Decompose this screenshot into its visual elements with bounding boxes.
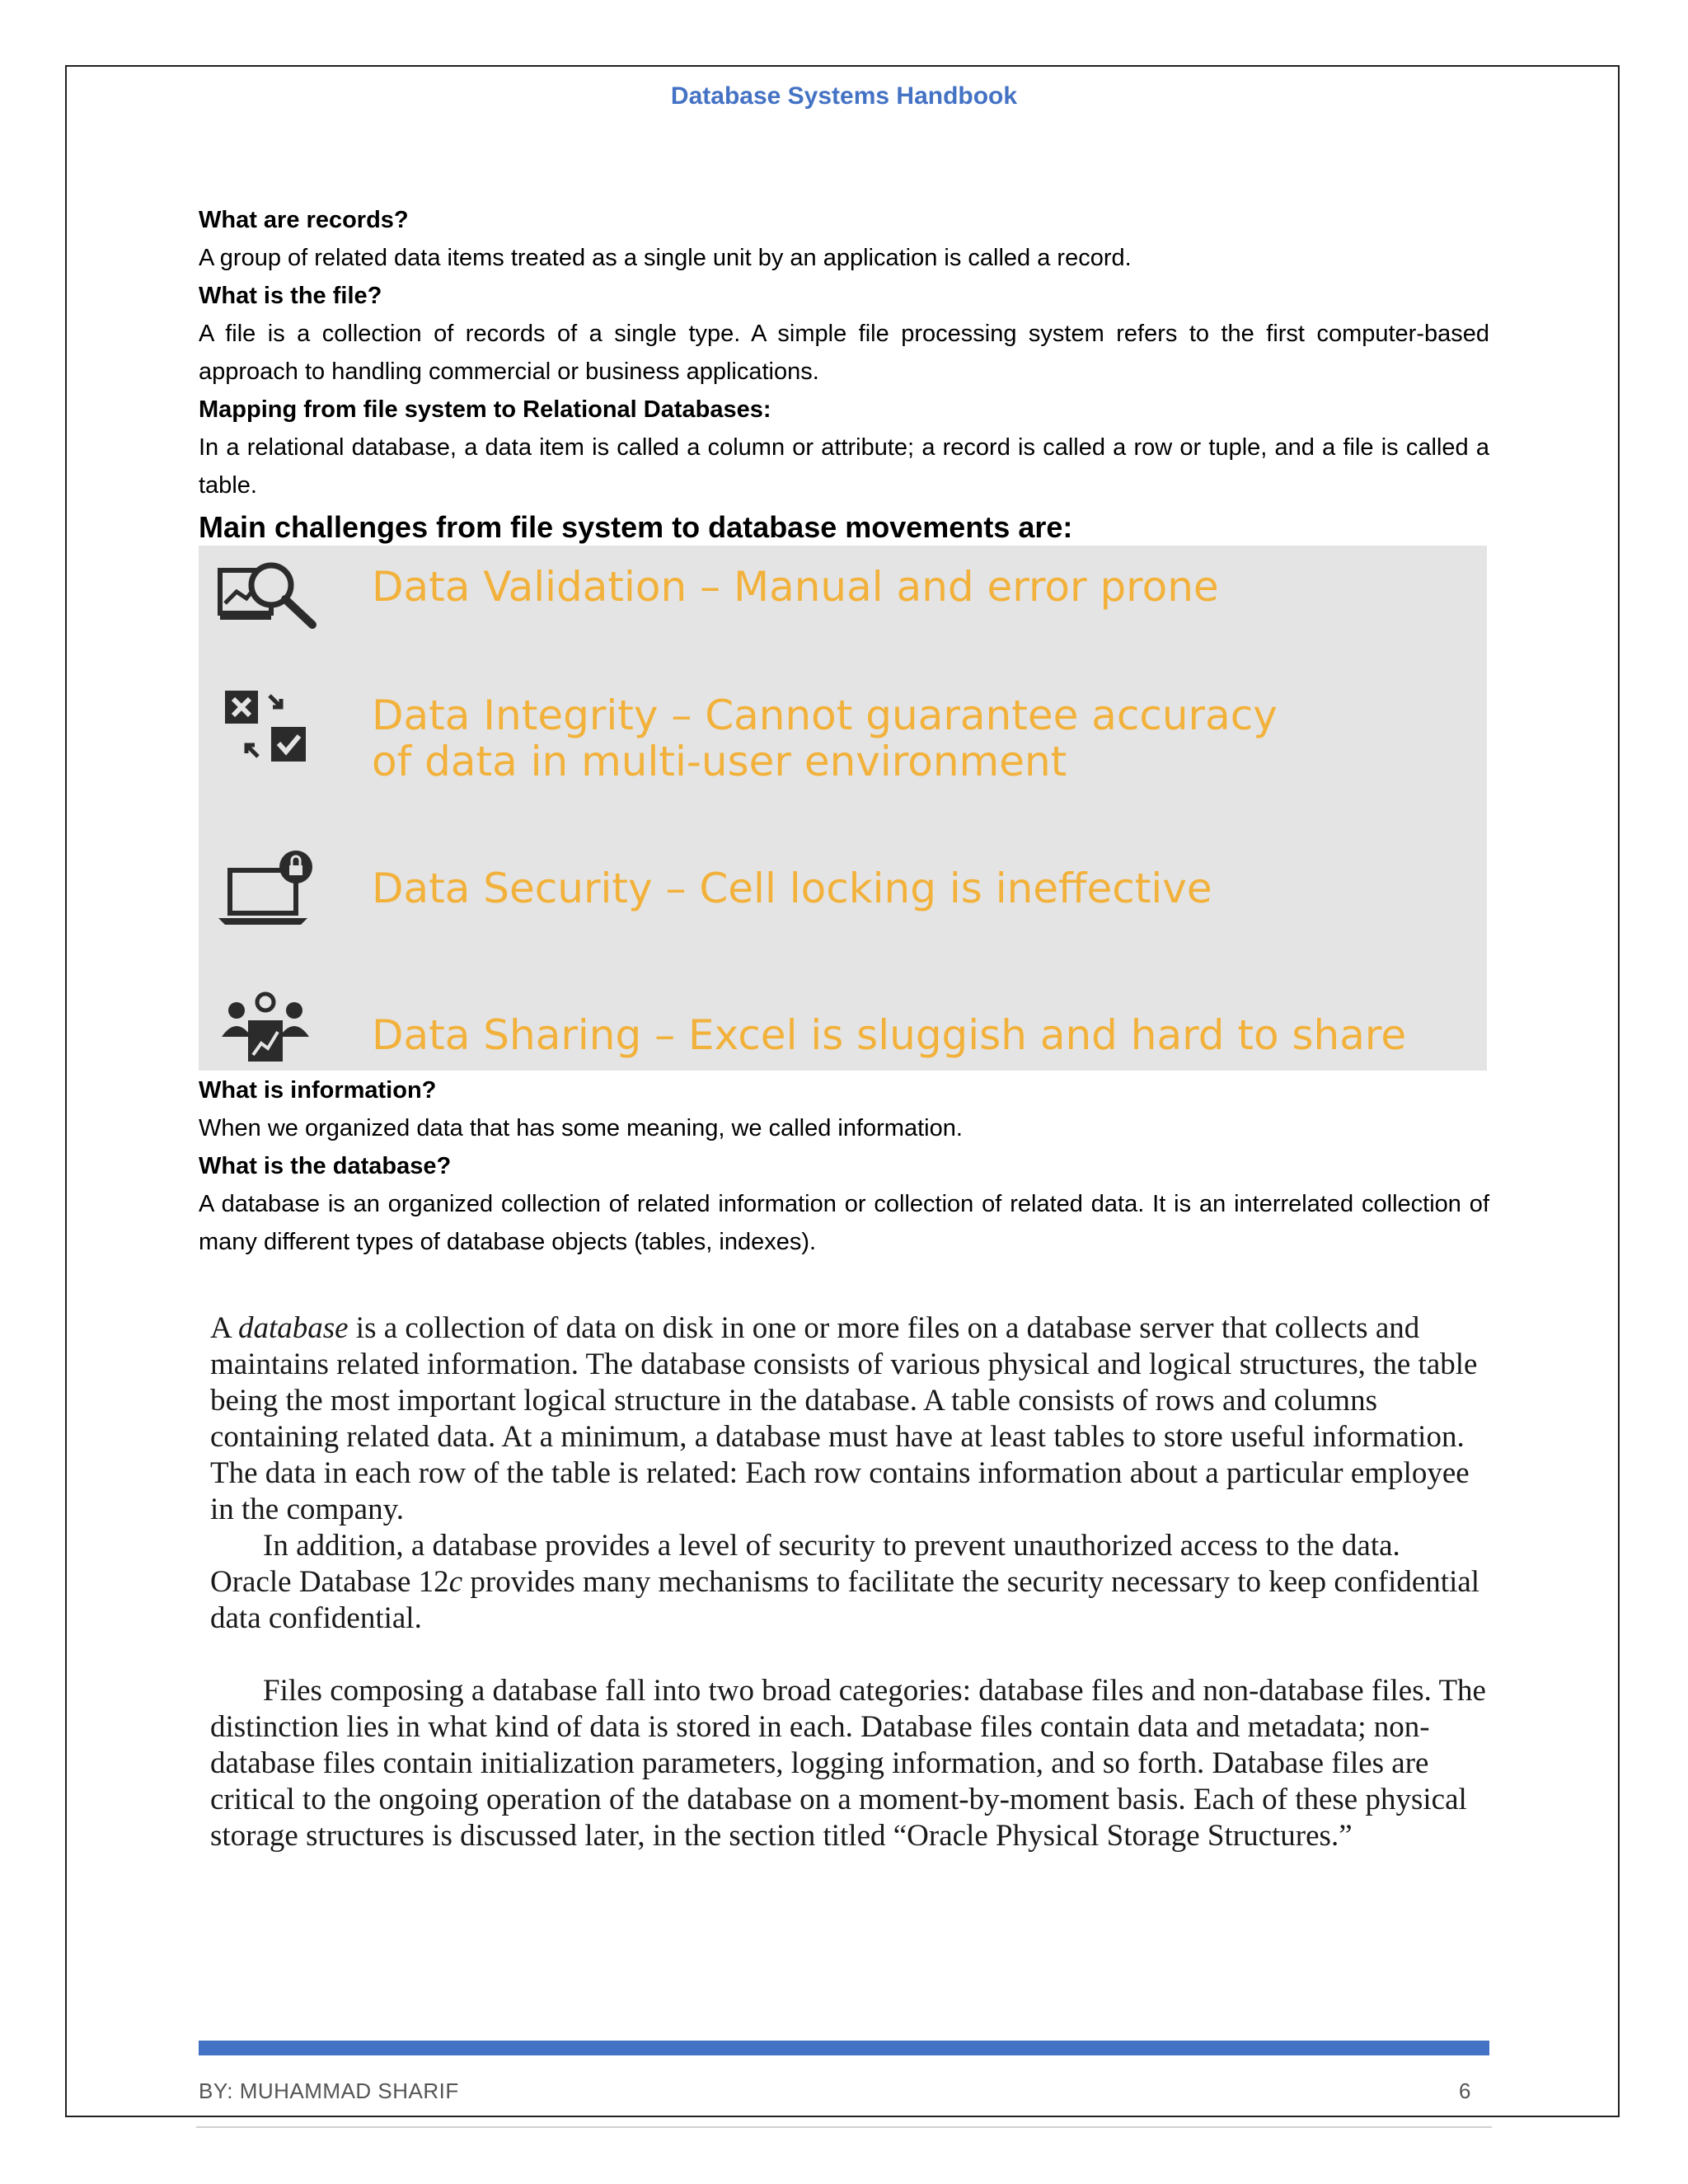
database-answer: A database is an organized collection of related information or collection of related data. It is an interrelated collection of many different types of database objects (tables, indexes). [199,1191,1489,1255]
mapping-question: Mapping from file system to Relational Databases: [199,396,771,423]
book-p3-part-a: In addition, a database provides a level of security to prevent unauthorized access to the data. Oracle Database 12 [210,1529,1400,1599]
page-header-title: Database Systems Handbook [670,82,1018,110]
challenge-row-integrity [199,677,1487,785]
records-question: What are records? [199,207,409,233]
challenge-security-text: Data Security – Cell locking is ineffective [372,865,1212,912]
challenge-row-sharing [199,991,1487,1073]
laptop-lock-icon [212,842,319,933]
information-answer: When we organized data that has some meaning, we called information. [199,1115,963,1141]
records-answer: A group of related data items treated as a single unit by an application is called a record. [199,245,1132,271]
challenge-integrity-text-line2: of data in multi-user environment [372,738,1067,785]
info-section [199,1071,1489,1261]
book-excerpt [210,1310,1488,1854]
book-p3-emphasis: c [448,1565,463,1599]
challenge-row-security [199,842,1487,933]
information-question: What is information? [199,1077,437,1104]
file-answer: A file is a collection of records of a single type. A simple file processing system refers to the first computer-based approach to handling commercial or business applications. [199,321,1489,385]
challenge-validation-text: Data Validation – Manual and error prone [372,563,1219,611]
database-question: What is the database? [199,1153,452,1179]
challenges-figure [199,546,1487,1071]
challenge-integrity-text-line1: Data Integrity – Cannot guarantee accuracy [372,691,1278,739]
magnifier-chart-icon [212,552,319,643]
file-question: What is the file? [199,283,382,309]
people-sharing-icon [212,986,319,1076]
book-p1-rest: is a collection of data on disk in one or more files on a database server that collects and maintains related information. The database consists of various physical and logical structures, the table being the most important logical structure in the database. A table consists of rows and columns containing related data. At a minimum, a database must have at least tables to store useful information. [210,1311,1478,1454]
book-paragraph-1 [210,1310,1488,1455]
book-p1-emphasis: database [237,1311,349,1345]
book-p1-prefix: A [210,1311,238,1345]
book-paragraph-3 [210,1528,1488,1637]
bottom-divider [196,2126,1492,2128]
paragraph-gap [210,1637,1488,1673]
challenges-heading: Main challenges from file system to database movements are: [199,510,1073,544]
integrity-check-icon [212,684,319,775]
footer-page-number: 6 [1459,2079,1471,2103]
book-paragraph-2: The data in each row of the table is related: Each row contains information about a particular employee in the company. [210,1456,1470,1526]
challenge-sharing-text: Data Sharing – Excel is sluggish and hard to share [372,1011,1407,1059]
footer-author: BY: MUHAMMAD SHARIF [199,2079,459,2103]
book-paragraph-4: Files composing a database fall into two broad categories: database files and non-database files. The distinction lies in what kind of data is stored in each. Database files contain data and metadata; non-database files contain initialization parameters, logging information, and so forth. Database files are critical to the ongoing operation of the database on a moment-by-moment basis. Each of these physical storage structures is discussed later, in the section titled “Oracle Physical Storage Structures.” [210,1674,1486,1853]
mapping-answer: In a relational database, a data item is called a column or attribute; a record is called a row or tuple, and a file is called a table. [199,434,1489,499]
footer-bar [199,2041,1489,2055]
challenge-row-validation [199,546,1487,636]
book-p3-part-b: provides many mechanisms to facilitate the security necessary to keep confidential data confidential. [210,1565,1480,1635]
intro-section [199,201,1489,551]
